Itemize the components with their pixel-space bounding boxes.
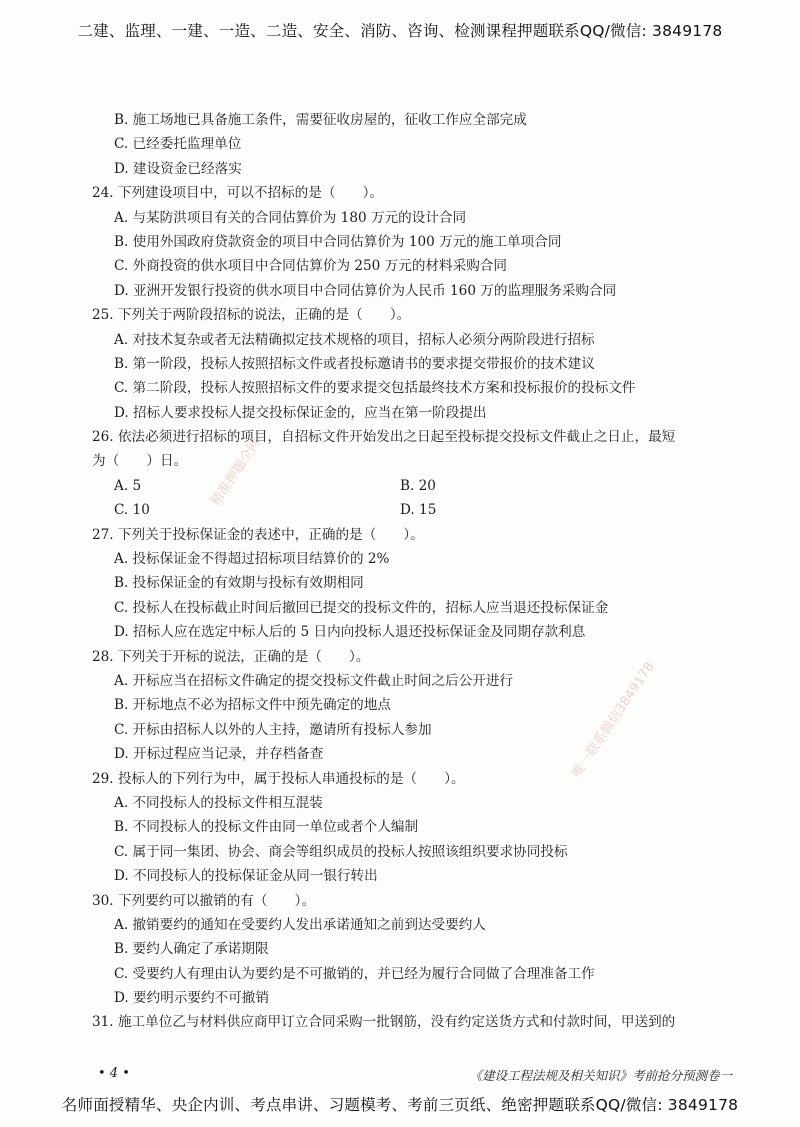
option-item: B. 施工场地已具备施工条件，需要征收房屋的，征收工作应全部完成 (114, 112, 527, 128)
book-title: 《建设工程法规及相关知识》考前抢分预测卷一 (469, 1068, 732, 1083)
option-item: C. 投标人在投标截止时间后撤回已提交的投标文件的，招标人应当退还投标保证金 (114, 599, 609, 616)
watermark-2: 唯一联系微信3849178 (569, 659, 658, 781)
option-item: D. 15 (400, 502, 437, 519)
option-item: B. 20 (400, 477, 436, 494)
option-item: B. 要约人确定了承诺期限 (114, 941, 269, 958)
option-item: C. 受要约人有理由认为要约是不可撤销的，并已经为履行合同做了合理准备工作 (114, 965, 595, 982)
option-item: D. 要约明示要约不可撤销 (114, 990, 269, 1007)
option-item: D. 亚洲开发银行投资的供水项目中合同估算价为人民币 160 万的监理服务采购合同 (114, 282, 617, 299)
option-item: C. 开标由招标人以外的人主持，邀请所有投标人参加 (114, 721, 432, 738)
question-stem: 25. 下列关于两阶段招标的说法，正确的是（ ）。 (92, 307, 411, 324)
option-item: A. 对技术复杂或者无法精确拟定技术规格的项目，招标人必须分两阶段进行招标 (114, 331, 595, 348)
option-item: B. 投标保证金的有效期与投标有效期相同 (114, 575, 364, 592)
option-item: C. 属于同一集团、协会、商会等组织成员的投标人按照该组织要求协同投标 (114, 843, 568, 860)
question-stem: 29. 投标人的下列行为中，属于投标人串通投标的是（ ）。 (92, 770, 465, 787)
question-continuation: 为（ ）日。 (92, 453, 188, 470)
option-item: D. 开标过程应当记录，并存档备查 (114, 746, 324, 763)
option-item: D. 招标人应在选定中标人后的 5 日内向投标人退还投标保证金及同期存款利息 (114, 624, 586, 641)
option-item: D. 建设资金已经落实 (114, 160, 242, 177)
option-item: A. 撤销要约的通知在受要约人发出承诺通知之前到达受要约人 (114, 916, 486, 933)
question-stem: 24. 下列建设项目中，可以不招标的是（ ）。 (92, 185, 384, 202)
watermark-1: 精准押题全网 (208, 435, 265, 509)
option-item: A. 与某防洪项目有关的合同估算价为 180 万元的设计合同 (114, 209, 467, 226)
option-item: C. 已经委托监理单位 (114, 136, 242, 153)
option-item: A. 投标保证金不得超过招标项目结算价的 2% (114, 551, 390, 568)
option-item: A. 开标应当在招标文件确定的提交投标文件截止时间之后公开进行 (114, 672, 514, 689)
option-item: A. 不同投标人的投标文件相互混装 (114, 794, 323, 811)
option-item: B. 不同投标人的投标文件由同一单位或者个人编制 (114, 819, 419, 836)
option-item: D. 招标人要求投标人提交投标保证金的，应当在第一阶段提出 (114, 404, 487, 421)
question-list (92, 108, 732, 1035)
footer-banner: 名师面授精华、央企内训、考点串讲、习题模考、考前三页纸、绝密押题联系QQ/微信: 3849178 (61, 1096, 739, 1114)
question-stem: 26. 依法必须进行招标的项目，自招标文件开始发出之日起至投标提交投标文件截止之日止，最短 (92, 429, 676, 446)
option-item: C. 10 (114, 502, 150, 519)
option-item: B. 第一阶段，投标人按照招标文件或者投标邀请书的要求提交带报价的技术建议 (114, 355, 595, 372)
question-stem: 30. 下列要约可以撤销的有（ ）。 (92, 892, 316, 909)
option-item: D. 不同投标人的投标保证金从同一银行转出 (114, 868, 378, 885)
question-stem: 28. 下列关于开标的说法，正确的是（ ）。 (92, 648, 370, 665)
page-footer (92, 1066, 732, 1086)
option-item: B. 使用外国政府贷款资金的项目中合同估算价为 100 万元的施工单项合同 (114, 233, 562, 250)
page-number: • 4 • (98, 1066, 130, 1081)
option-item: A. 5 (114, 477, 142, 494)
option-item: B. 开标地点不必为招标文件中预先确定的地点 (114, 697, 391, 714)
question-stem: 27. 下列关于投标保证金的表述中，正确的是（ ）。 (92, 526, 424, 543)
option-pair (92, 474, 732, 498)
question-stem: 31. 施工单位乙与材料供应商甲订立合同采购一批钢筋，没有约定送货方式和付款时间，甲送到的 (92, 1014, 676, 1031)
option-pair (92, 498, 732, 522)
option-item: C. 第二阶段，投标人按照招标文件的要求提交包括最终技术方案和投标报价的投标文件 (114, 380, 636, 397)
option-item: C. 外商投资的供水项目中合同估算价为 250 万元的材料采购合同 (114, 258, 507, 275)
header-banner: 二建、监理、一建、一造、二造、安全、消防、咨询、检测课程押题联系QQ/微信: 3849178 (77, 22, 723, 40)
